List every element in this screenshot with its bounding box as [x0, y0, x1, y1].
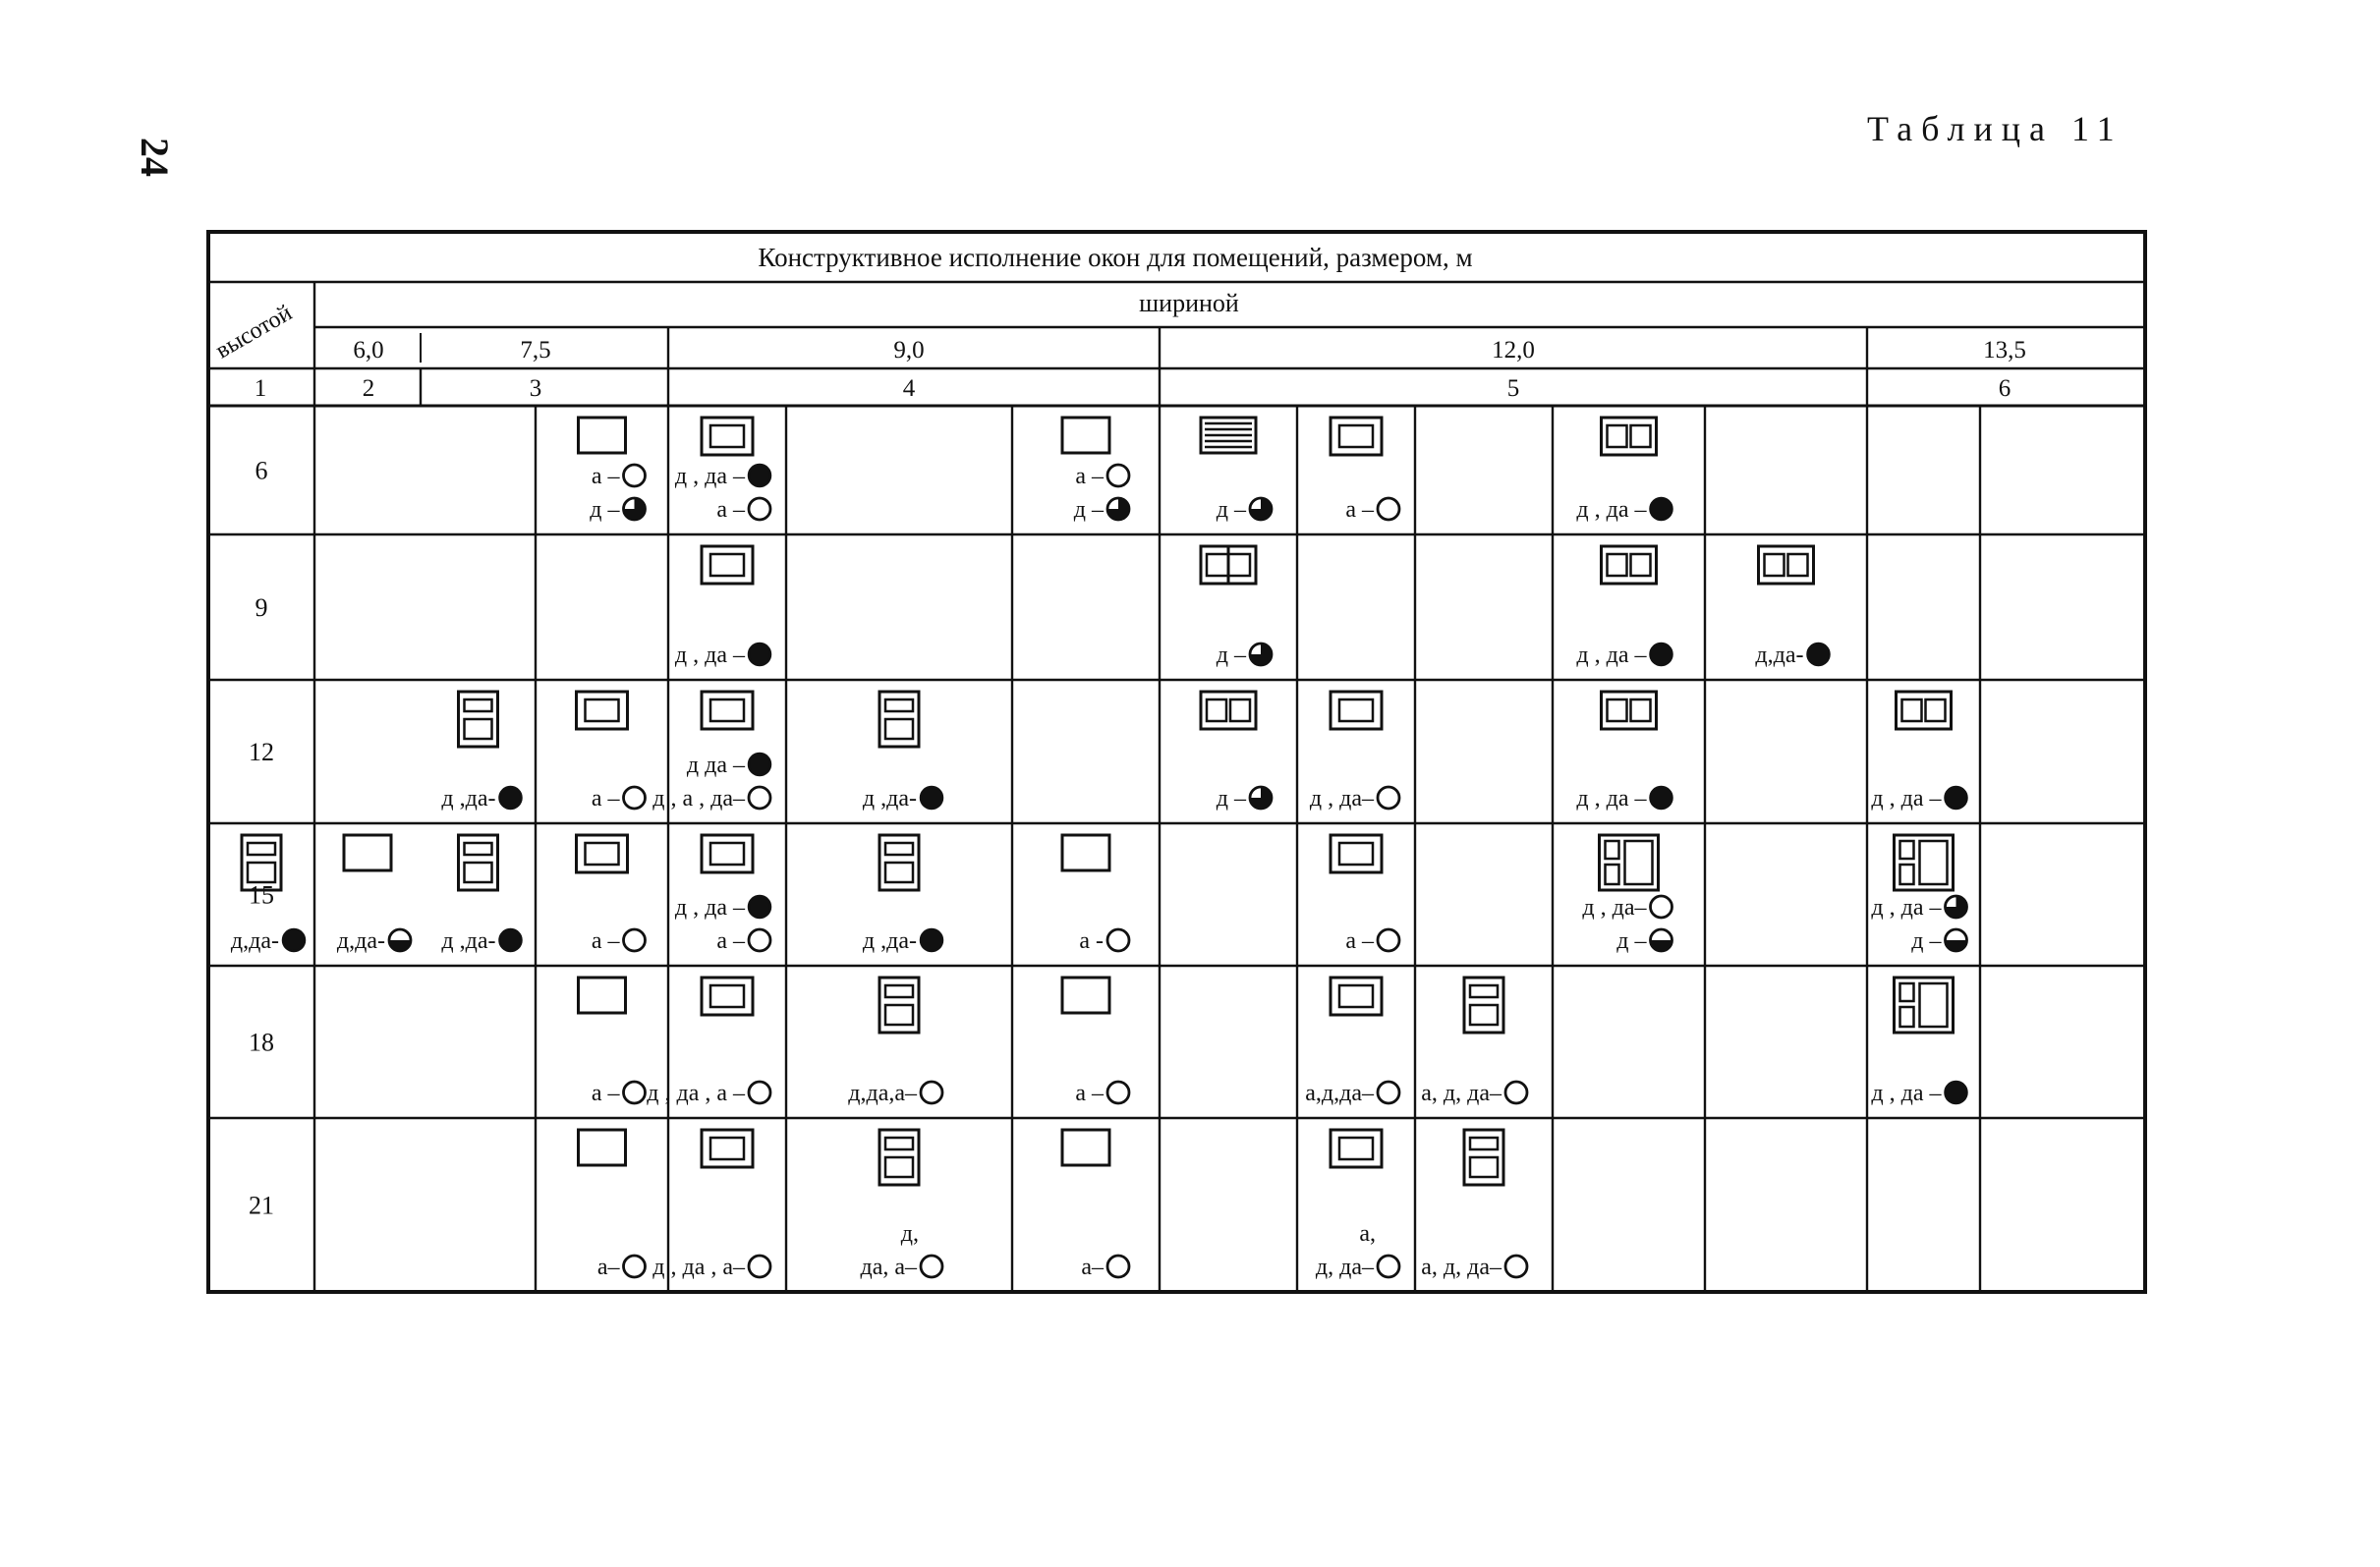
mark-q3-icon [624, 498, 646, 520]
cell-label: д , а , да– [652, 786, 745, 811]
window-plain-icon [1062, 1130, 1109, 1165]
cell-label: д , да – [1871, 895, 1942, 921]
window-cell [1871, 835, 1966, 954]
cell-label: д да – [686, 753, 745, 778]
cell-label: а – [591, 1081, 620, 1106]
cell-label: а, [1359, 1221, 1376, 1247]
window-stacked-icon [879, 692, 919, 747]
cell-label: д , да , а– [652, 1255, 745, 1280]
cell-label: д , да – [674, 643, 745, 668]
mark-halfb-icon [1651, 929, 1672, 951]
table-title: Таблица 11 [1867, 109, 2124, 148]
mark-open-icon [1651, 896, 1672, 918]
cell-label: а – [716, 497, 745, 523]
window-inner-icon [1331, 978, 1382, 1015]
window-double-icon [1602, 418, 1657, 455]
window-cell [1062, 1130, 1129, 1280]
window-cell [863, 835, 942, 954]
mark-full-icon [749, 465, 770, 486]
window-inner-icon [702, 978, 753, 1015]
window-cell [577, 835, 646, 954]
window-stacked-icon [1464, 1130, 1503, 1185]
window-inner-icon [1331, 692, 1382, 729]
cell-label: д – [1073, 497, 1104, 523]
table-body [231, 418, 1967, 1280]
window-plain-icon [1062, 418, 1109, 453]
row-height-9: 9 [255, 593, 268, 622]
mark-full-icon [500, 929, 522, 951]
window-stacked-icon [879, 978, 919, 1033]
mark-open-icon [624, 1082, 646, 1103]
window-cell [675, 418, 770, 523]
window-cell [1421, 978, 1527, 1106]
window-plain-icon [579, 418, 626, 453]
cell-label: д ,да- [862, 928, 917, 954]
mark-open-icon [749, 498, 770, 520]
window-inner-icon [702, 692, 753, 729]
window-cell [1871, 692, 1966, 811]
window-inner-icon [1331, 835, 1382, 872]
window-cell [1331, 418, 1399, 523]
header-width-5: 13,5 [1983, 337, 2026, 364]
mark-q3-icon [1250, 644, 1272, 665]
mark-full-icon [749, 644, 770, 665]
row-height-12: 12 [249, 738, 274, 766]
cell-label: а – [591, 464, 620, 489]
window-cell [652, 1130, 770, 1280]
window-louver-icon [1201, 418, 1256, 453]
window-cell [1201, 692, 1272, 811]
header-col-number-3: 3 [529, 375, 542, 402]
table-grid [208, 232, 2145, 1292]
window-cell [647, 978, 770, 1106]
window-cell [1201, 418, 1272, 523]
mark-full-icon [1651, 787, 1672, 809]
window-plain-icon [1062, 978, 1109, 1013]
mark-open-icon [624, 465, 646, 486]
mark-full-icon [749, 754, 770, 775]
window-tall2-icon [1895, 835, 1954, 890]
window-cell [441, 835, 521, 954]
table-border [208, 232, 2145, 1292]
row-height-15: 15 [249, 880, 274, 910]
window-cell [1305, 978, 1399, 1106]
cell-label: а – [591, 928, 620, 954]
window-cell [860, 1130, 942, 1280]
mark-full-icon [500, 787, 522, 809]
header-col-number-1: 1 [254, 375, 267, 402]
window-inner-icon [702, 1130, 753, 1167]
window-cell [577, 692, 646, 811]
cell-label: а – [1345, 497, 1374, 523]
mark-open-icon [921, 1256, 942, 1277]
window-cell [579, 978, 646, 1106]
cell-label: а, д, да– [1421, 1081, 1502, 1106]
window-tall2-icon [1600, 835, 1659, 890]
mark-open-icon [749, 1082, 770, 1103]
cell-label: д , да , а – [647, 1081, 745, 1106]
window-cell [1421, 1130, 1527, 1280]
cell-label: а – [1075, 1081, 1104, 1106]
window-stacked-icon [879, 835, 919, 890]
mark-full-icon [1946, 1082, 1967, 1103]
cell-label: д,да- [336, 928, 385, 954]
header-col-number-2: 2 [362, 375, 375, 402]
window-cell [1062, 418, 1129, 523]
mark-full-icon [1651, 498, 1672, 520]
window-tall2-icon [1895, 978, 1954, 1033]
cell-label: д ,да- [441, 928, 496, 954]
mark-open-icon [921, 1082, 942, 1103]
mark-open-icon [1378, 1082, 1399, 1103]
window-cell [337, 835, 411, 954]
window-cell [652, 692, 770, 811]
window-inner-icon [1331, 418, 1382, 455]
window-cell [1201, 546, 1272, 668]
mark-q3-icon [1946, 896, 1967, 918]
header-width-4: 12,0 [1492, 337, 1535, 364]
window-inner-icon [702, 835, 753, 872]
cell-label: д – [1216, 786, 1246, 811]
window-cell [675, 546, 770, 668]
mark-open-icon [1378, 1256, 1399, 1277]
cell-label: а – [591, 786, 620, 811]
window-cell [1871, 978, 1966, 1106]
window-stacked-icon [242, 835, 281, 890]
window-cell [1576, 546, 1672, 668]
cell-label: д , да– [1582, 895, 1647, 921]
window-cell [1062, 835, 1129, 954]
window-cell [579, 418, 646, 523]
mark-open-icon [1505, 1082, 1527, 1103]
cell-label: д – [1216, 497, 1246, 523]
cell-label: д , да – [1576, 497, 1647, 523]
window-plain-icon [344, 835, 391, 870]
row-height-6: 6 [255, 456, 268, 485]
mark-full-icon [921, 787, 942, 809]
cell-label: д , да – [1871, 1081, 1942, 1106]
mark-open-icon [749, 787, 770, 809]
window-plain-icon [579, 978, 626, 1013]
cell-label: д,да- [230, 928, 279, 954]
window-double-icon [1602, 546, 1657, 584]
cell-label: а - [1079, 928, 1104, 954]
window-double-icon [1759, 546, 1814, 584]
cell-label: д , да – [674, 895, 745, 921]
mark-half-icon [389, 929, 411, 951]
mark-full-icon [1946, 787, 1967, 809]
window-stacked-icon [459, 835, 498, 890]
cell-label: д , да – [1576, 643, 1647, 668]
header-width-label: шириной [1139, 289, 1239, 317]
mark-open-icon [1505, 1256, 1527, 1277]
window-plain-icon [1062, 835, 1109, 870]
mark-open-icon [1378, 498, 1399, 520]
mark-open-icon [1378, 929, 1399, 951]
window-cell [579, 1130, 646, 1280]
window-cell [1755, 546, 1829, 668]
table-header [211, 243, 1472, 364]
header-col-number-5: 5 [1506, 375, 1520, 402]
cell-label: д, да– [1315, 1255, 1374, 1280]
window-double-icon [1602, 692, 1657, 729]
header-width-3: 9,0 [893, 337, 925, 364]
cell-label: а – [1075, 464, 1104, 489]
cell-label: да, а– [860, 1255, 917, 1280]
mark-open-icon [1107, 929, 1129, 951]
header-main-title: Конструктивное исполнение окон для помещений, размером, м [758, 243, 1473, 272]
window-inner-icon [702, 546, 753, 584]
cell-label: д , да – [674, 464, 745, 489]
mark-open-icon [1107, 465, 1129, 486]
mark-open-icon [749, 929, 770, 951]
mark-full-icon [283, 929, 305, 951]
cell-label: а, д, да– [1421, 1255, 1502, 1280]
window-doublesplit-icon [1201, 546, 1256, 584]
mark-q3-icon [1250, 498, 1272, 520]
window-cell [1576, 418, 1672, 523]
mark-q3-icon [1250, 787, 1272, 809]
window-cell [441, 692, 521, 811]
row-height-18: 18 [249, 1028, 274, 1057]
cell-label: д , да – [1576, 786, 1647, 811]
window-inner-icon [577, 835, 628, 872]
mark-full-icon [1651, 644, 1672, 665]
cell-label: д ,да- [862, 786, 917, 811]
cell-label: д – [1616, 928, 1647, 954]
mark-open-icon [1107, 1082, 1129, 1103]
window-cell [1331, 835, 1399, 954]
mark-full-icon [1808, 644, 1830, 665]
header-col-number-6: 6 [1998, 375, 2012, 402]
mark-open-icon [624, 787, 646, 809]
header-col-number-4: 4 [902, 375, 916, 402]
window-stacked-icon [879, 1130, 919, 1185]
window-stacked-icon [459, 692, 498, 747]
page-number: 24 [133, 138, 178, 177]
header-width-2: 7,5 [520, 337, 551, 364]
cell-label: д – [1911, 928, 1942, 954]
window-double-icon [1897, 692, 1952, 729]
mark-open-icon [1378, 787, 1399, 809]
cell-label: д – [590, 497, 620, 523]
cell-label: а– [596, 1255, 620, 1280]
cell-label: д , да – [1871, 786, 1942, 811]
cell-label: а,д,да– [1305, 1081, 1374, 1106]
window-cell [863, 692, 942, 811]
window-stacked-icon [1464, 978, 1503, 1033]
row-height-21: 21 [249, 1191, 274, 1220]
cell-label: д, [900, 1221, 919, 1247]
cell-label: д,да- [1755, 643, 1804, 668]
window-inner-icon [702, 418, 753, 455]
window-cell [1582, 835, 1672, 954]
mark-open-icon [1107, 1256, 1129, 1277]
mark-halfb-icon [1946, 929, 1967, 951]
cell-label: а – [716, 928, 745, 954]
window-cell [1062, 978, 1129, 1106]
window-inner-icon [1331, 1130, 1382, 1167]
mark-open-icon [624, 929, 646, 951]
header-width-1: 6,0 [353, 337, 384, 364]
window-inner-icon [577, 692, 628, 729]
cell-label: д,да,а– [848, 1081, 917, 1106]
window-cell [1310, 692, 1399, 811]
mark-full-icon [921, 929, 942, 951]
window-cell [1316, 1130, 1399, 1280]
cell-label: д , да– [1309, 786, 1374, 811]
window-cell [848, 978, 942, 1106]
window-cell [1576, 692, 1672, 811]
mark-open-icon [624, 1256, 646, 1277]
cell-label: а– [1081, 1255, 1104, 1280]
header-height-label: высотой [211, 300, 297, 364]
window-cell [675, 835, 770, 954]
cell-label: д ,да- [441, 786, 496, 811]
mark-q3-icon [1107, 498, 1129, 520]
mark-full-icon [749, 896, 770, 918]
mark-open-icon [749, 1256, 770, 1277]
cell-label: д – [1216, 643, 1246, 668]
window-double-icon [1201, 692, 1256, 729]
cell-label: а – [1345, 928, 1374, 954]
window-plain-icon [579, 1130, 626, 1165]
